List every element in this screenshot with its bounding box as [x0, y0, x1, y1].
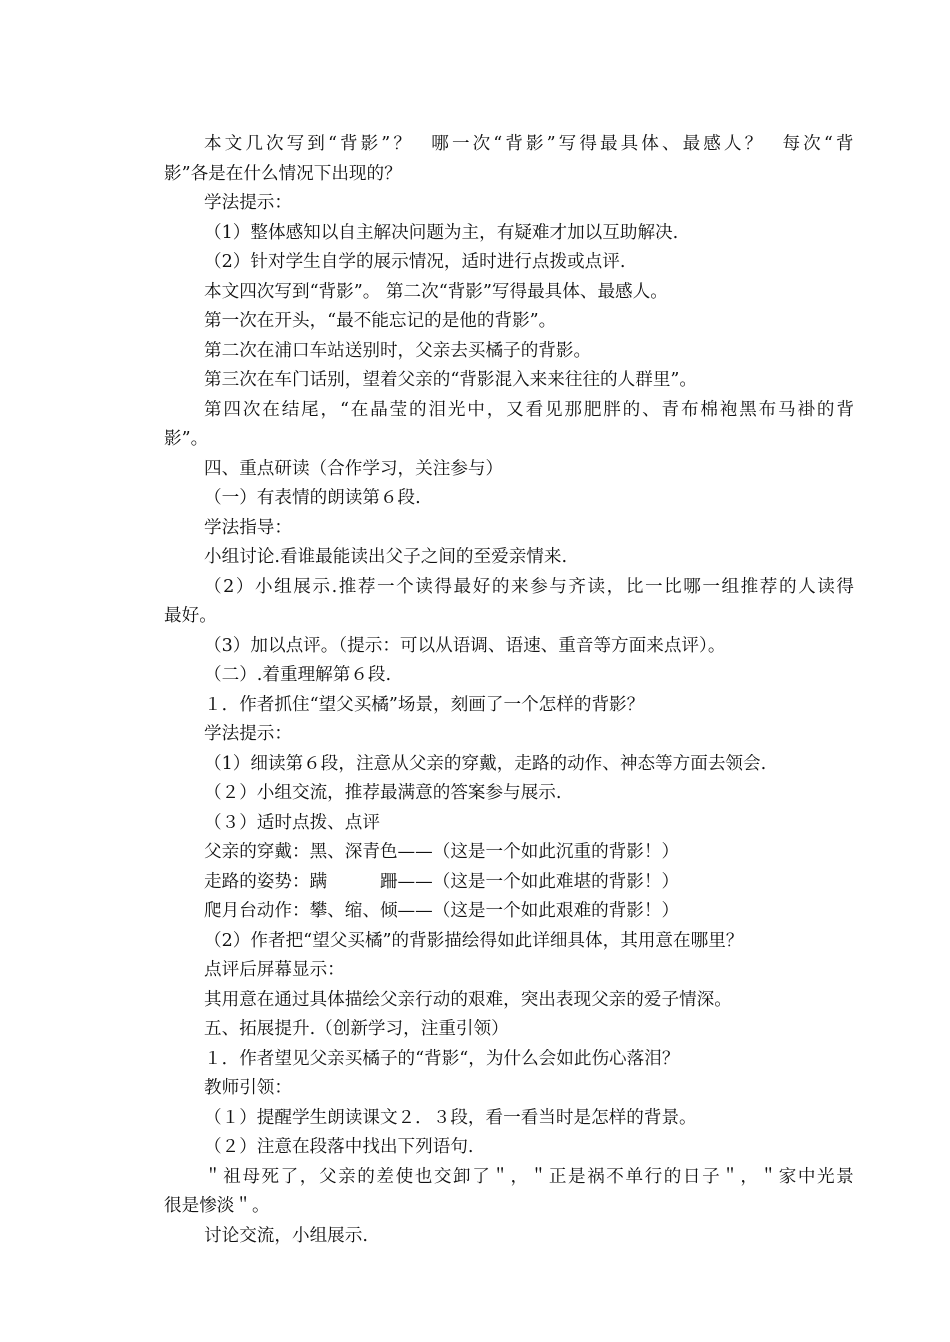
text-line: 五、拓展提升.（创新学习，注重引领）	[204, 1019, 509, 1039]
text-line: 爬月台动作：攀、缩、倾——（这是一个如此艰难的背影！）	[204, 901, 680, 921]
text-line: 第二次在浦口车站送别时，父亲去买橘子的背影。	[204, 340, 592, 361]
text-line: （3）加以点评。（提示：可以从语调、语速、重音等方面来点评）。	[204, 635, 726, 656]
text-line: （1）细读第６段，注意从父亲的穿戴，走路的动作、神态等方面去领会.	[204, 753, 767, 774]
text-line: １．作者抓住“望父买橘”场景，刻画了一个怎样的背影？	[204, 694, 645, 715]
text-line: （1）整体感知以自主解决问题为主，有疑难才加以互助解决.	[204, 222, 679, 243]
document-body	[164, 130, 854, 1251]
text-line: 点评后屏幕显示：	[204, 960, 345, 980]
text-line: （2）作者把“望父买橘”的背影描绘得如此详细具体，其用意在哪里？	[204, 930, 744, 951]
text-line: 其用意在通过具体描绘父亲行动的艰难，突出表现父亲的爱子情深。	[204, 989, 732, 1010]
text-line: 父亲的穿戴：黑、深青色——（这是一个如此沉重的背影！）	[204, 842, 680, 862]
text-line: 第一次在开头，“最不能忘记的是他的背影”。	[204, 311, 557, 331]
text-line: 学法提示：	[204, 193, 292, 213]
text-line: （ 2 ） 小 组 展 示 . 推 荐 一 个 读 得 最 好 的 来 参 与 齐 读 ， 比 一 比 哪 一 组 推 荐 的 人 读 得	[204, 576, 854, 597]
text-line: （一）有表情的朗读第６段.	[204, 488, 421, 508]
text-line: 第三次在车门话别，望着父亲的“背影混入来来往往的人群里”。	[204, 370, 698, 390]
text-line: （２）注意在段落中找出下列语句.	[204, 1137, 474, 1157]
text-line: 学法提示：	[204, 724, 292, 744]
text-line: （３）适时点拨、点评	[204, 812, 380, 833]
text-line: 影”。	[164, 429, 209, 449]
text-line: 讨论交流，小组展示.	[204, 1225, 368, 1246]
text-line: 教师引领：	[204, 1078, 292, 1098]
text-line: 小组讨论.看谁最能读出父子之间的至爱亲情来.	[204, 547, 568, 567]
text-line: 走路的姿势：蹒 跚——（这是一个如此难堪的背影！）	[204, 871, 680, 892]
text-line: １．作者望见父亲买橘子的“背影“，为什么会如此伤心落泪？	[204, 1048, 680, 1069]
text-line: 本文四次写到“背影”。 第二次“背影”写得最具体、最感人。	[204, 281, 668, 302]
text-line: 第 四 次 在 结 尾 ， “ 在 晶 莹 的 泪 光 中 ， 又 看 见 那 肥 胖 的 、 青 布 棉 袍 黑 布 马 褂 的 背	[204, 399, 854, 420]
text-line: （１）提醒学生朗读课文２．３段，看一看当时是怎样的背景。	[204, 1107, 697, 1128]
text-line: 最好。	[164, 606, 217, 626]
text-line: 影”各是在什么情况下出现的？	[164, 163, 402, 184]
text-line: ＂ 祖 母 死 了 ， 父 亲 的 差 使 也 交 卸 了 ＂ ， ＂ 正 是 祸 不 单 行 的 日 子 ＂ ， ＂ 家 中 光 景	[204, 1166, 854, 1187]
text-line: 四、重点研读（合作学习，关注参与）	[204, 458, 504, 479]
text-line: （二）.着重理解第６段.	[204, 665, 392, 685]
text-line: 本 文 几 次 写 到 “ 背 影 ” ？ 哪 一 次 “ 背 影 ” 写 得 最 具 体 、 最 感 人 ？ 每 次 “ 背	[204, 134, 854, 154]
text-line: 学法指导：	[204, 517, 292, 538]
text-line: （２）小组交流，推荐最满意的答案参与展示.	[204, 783, 562, 803]
text-line: 很是惨淡＂。	[164, 1196, 270, 1216]
text-line: （2）针对学生自学的展示情况，适时进行点拨或点评.	[204, 252, 626, 272]
